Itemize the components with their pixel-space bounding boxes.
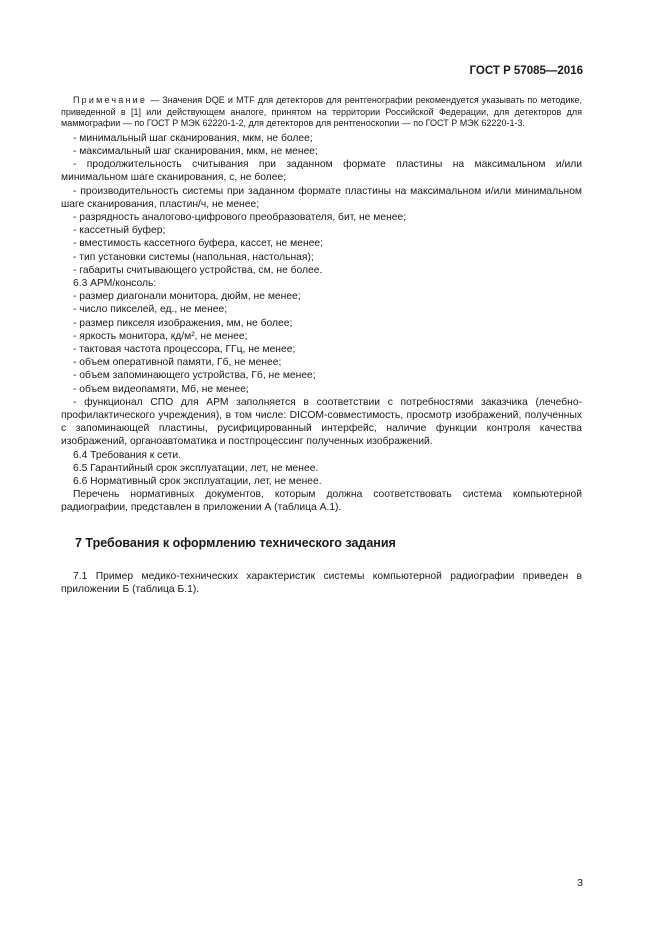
- list-item: - размер пикселя изображения, мм, не более;: [73, 317, 293, 329]
- note-text: — Значения DQE и MTF для детекторов для рентгенографии рекомендуется указывать по методике, приведенной в [1] или действующем аналоге, принятом на территории Российской Федерации, для детекторов для маммографии — по ГОСТ Р МЭК 62220-1-2, для детекторов для рентгеноскопии — по ГОСТ Р МЭК 62220-1-3.: [61, 95, 582, 129]
- list-item: - яркость монитора, кд/м², не менее;: [73, 330, 248, 342]
- section-6-5: 6.5 Гарантийный срок эксплуатации, лет, не менее.: [73, 462, 319, 474]
- list-item: - кассетный буфер;: [73, 225, 166, 237]
- page-body: [61, 95, 582, 596]
- list-item: - объем запоминающего устройства, Гб, не менее;: [73, 370, 316, 382]
- list-item: - минимальный шаг сканирования, мкм, не более;: [73, 132, 313, 144]
- document-code: ГОСТ Р 57085—2016: [469, 65, 583, 77]
- page-number: 3: [577, 877, 583, 889]
- list-item: - габариты считывающего устройства, см, не более.: [73, 264, 323, 276]
- list-item: - разрядность аналогово-цифрового преобразователя, бит, не менее;: [73, 212, 407, 223]
- list-item: - тактовая частота процессора, ГГц, не менее;: [73, 344, 296, 356]
- list-item: - тип установки системы (напольная, настольная);: [73, 251, 314, 263]
- section-6-3-heading: 6.3 АРМ/консоль:: [73, 278, 157, 290]
- list-item: - функционал СПО для АРМ заполняется в соответствии с потребностями заказчика (лечебно-профилактического учреждения), в том числе: DICOM-совместимость, просмотр изображений, полученных с запоминающей пластины, русифицированный интерфейс, наличие функции контроля качества изображений, органоавтоматика и постпроцессинг полученных изображений.: [61, 396, 582, 448]
- list-item: - максимальный шаг сканирования, мкм, не менее;: [73, 145, 318, 157]
- list-workstation-params: [61, 290, 582, 448]
- list-item: - продолжительность считывания при заданном формате пластины на максимальном и/или минимальном шаге сканирования, с, не более;: [61, 159, 582, 184]
- normative-docs-paragraph: Перечень нормативных документов, которым должна соответствовать система компьютерной радиографии, представлен в приложении А (таблица А.1).: [61, 489, 582, 514]
- note-label: Примечание: [73, 95, 148, 105]
- note-paragraph: [61, 95, 582, 130]
- list-item: - вместимость кассетного буфера, кассет, не менее;: [73, 238, 323, 250]
- list-scanner-params: [61, 132, 582, 277]
- section-7-1: 7.1 Пример медико-технических характеристик системы компьютерной радиографии приведен в приложении Б (таблица Б.1).: [61, 570, 582, 596]
- list-item: - число пикселей, ед., не менее;: [73, 304, 228, 316]
- list-item: - размер диагонали монитора, дюйм, не менее;: [73, 291, 301, 303]
- list-item: - объем видеопамяти, Мб, не менее;: [73, 383, 249, 395]
- section-7-title: 7 Требования к оформлению технического задания: [75, 535, 396, 550]
- section-6-4: 6.4 Требования к сети.: [73, 449, 182, 461]
- list-item: - производительность системы при заданном формате пластины на максимальном и/или минимальном шаге сканирования, пластин/ч, не менее;: [61, 185, 582, 210]
- section-6-6: 6.6 Нормативный срок эксплуатации, лет, не менее.: [73, 476, 322, 488]
- list-item: - объем оперативной памяти, Гб, не менее;: [73, 357, 282, 369]
